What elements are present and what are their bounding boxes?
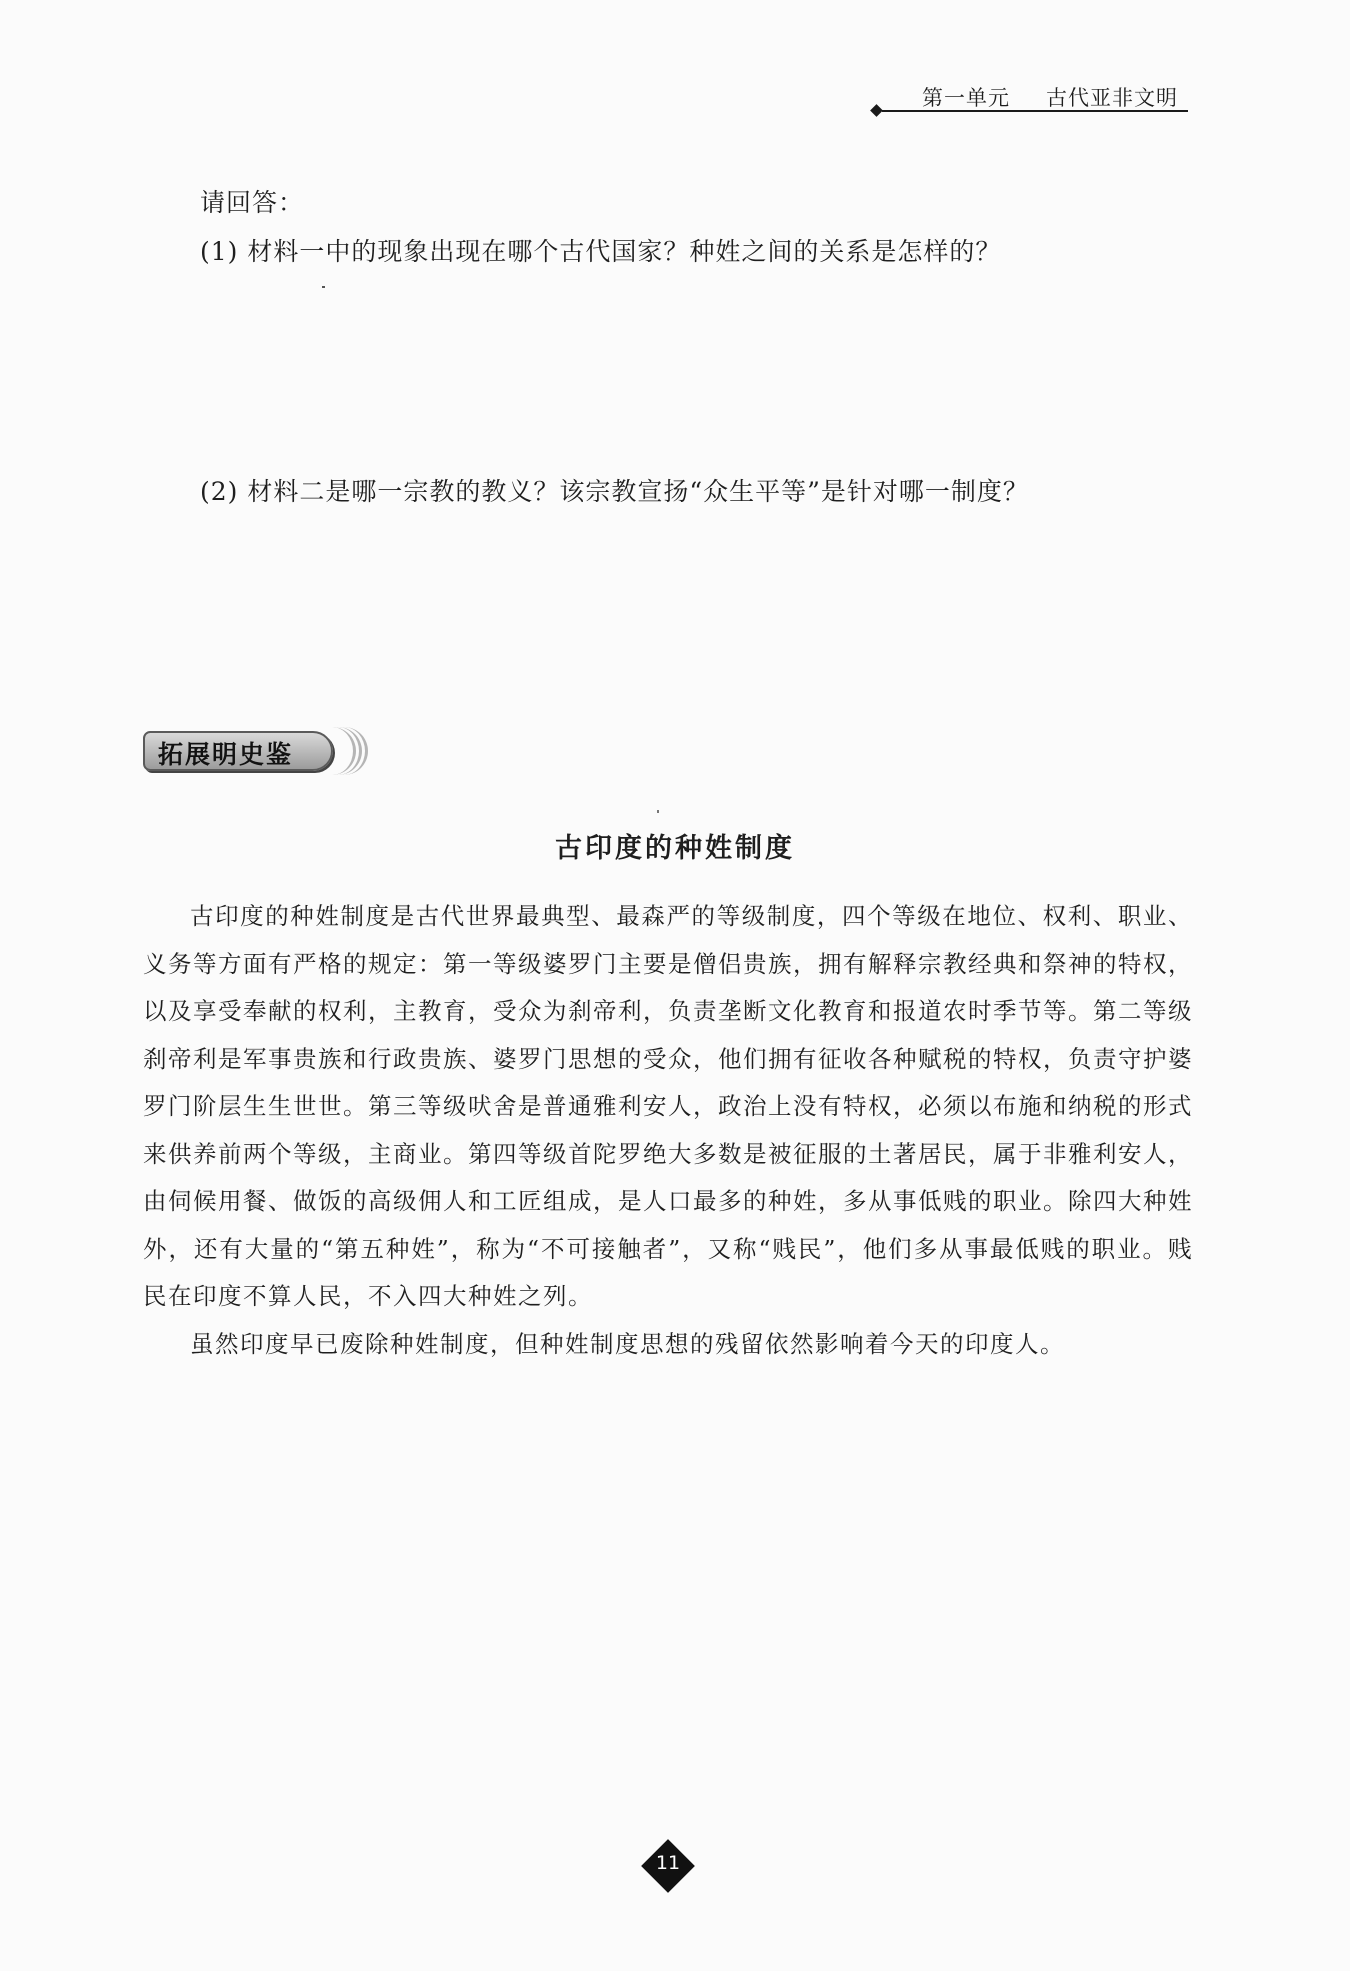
diamond-bullet-icon xyxy=(870,104,883,117)
running-header xyxy=(870,78,1190,118)
article-title: 古印度的种姓制度 xyxy=(555,833,795,864)
question-item-2: (2) 材料二是哪一宗教的教义？该宗教宣扬“众生平等”是针对哪一制度？ xyxy=(200,477,1029,506)
question-prompt: 请回答： xyxy=(200,188,305,217)
page-number: 11 xyxy=(655,1852,681,1874)
print-speck xyxy=(322,286,325,288)
article-paragraph: 虽然印度早已废除种姓制度，但种姓制度思想的残留依然影响着今天的印度人。 xyxy=(190,1329,1065,1358)
section-badge-label: 拓展明史鉴 xyxy=(158,740,294,769)
question-item-1: (1) 材料一中的现象出现在哪个古代国家？种姓之间的关系是怎样的？ xyxy=(200,237,1002,266)
header-unit: 第一单元 xyxy=(922,86,1010,110)
article-paragraph: 古印度的种姓制度是古代世界最典型、最森严的等级制度，四个等级在地位、权利、职业、义务等方面有严格的规定：第一等级婆罗门主要是僧侣贵族，拥有解释宗教经典和祭神的特权，以及享受奉献的权利，主教育，受众为刹帝利，负责垄断文化教育和报道农时季节等。第二等级刹帝利是军事贵族和行政贵族、婆罗门思想的受众，他们拥有征收各种赋税的特权，负责守护婆罗门阶层生生世世。第三等级吠舍是普通雅利安人，政治上没有特权，必须以布施和纳税的形式来供养前两个等级，主商业。第四等级首陀罗绝大多数是被征服的土著居民，属于非雅利安人，由伺候用餐、做饭的高级佣人和工匠组成，是人口最多的种姓，多从事低贱的职业。除四大种姓外，还有大量的“第五种姓”，称为“不可接触者”，又称“贱民”，他们多从事最低贱的职业。贱民在印度不算人民，不入四大种姓之列。 xyxy=(143,902,1193,1310)
header-title: 古代亚非文明 xyxy=(1046,86,1178,110)
section-badge xyxy=(143,727,363,775)
article-body xyxy=(143,893,1193,1368)
print-speck xyxy=(657,810,659,813)
